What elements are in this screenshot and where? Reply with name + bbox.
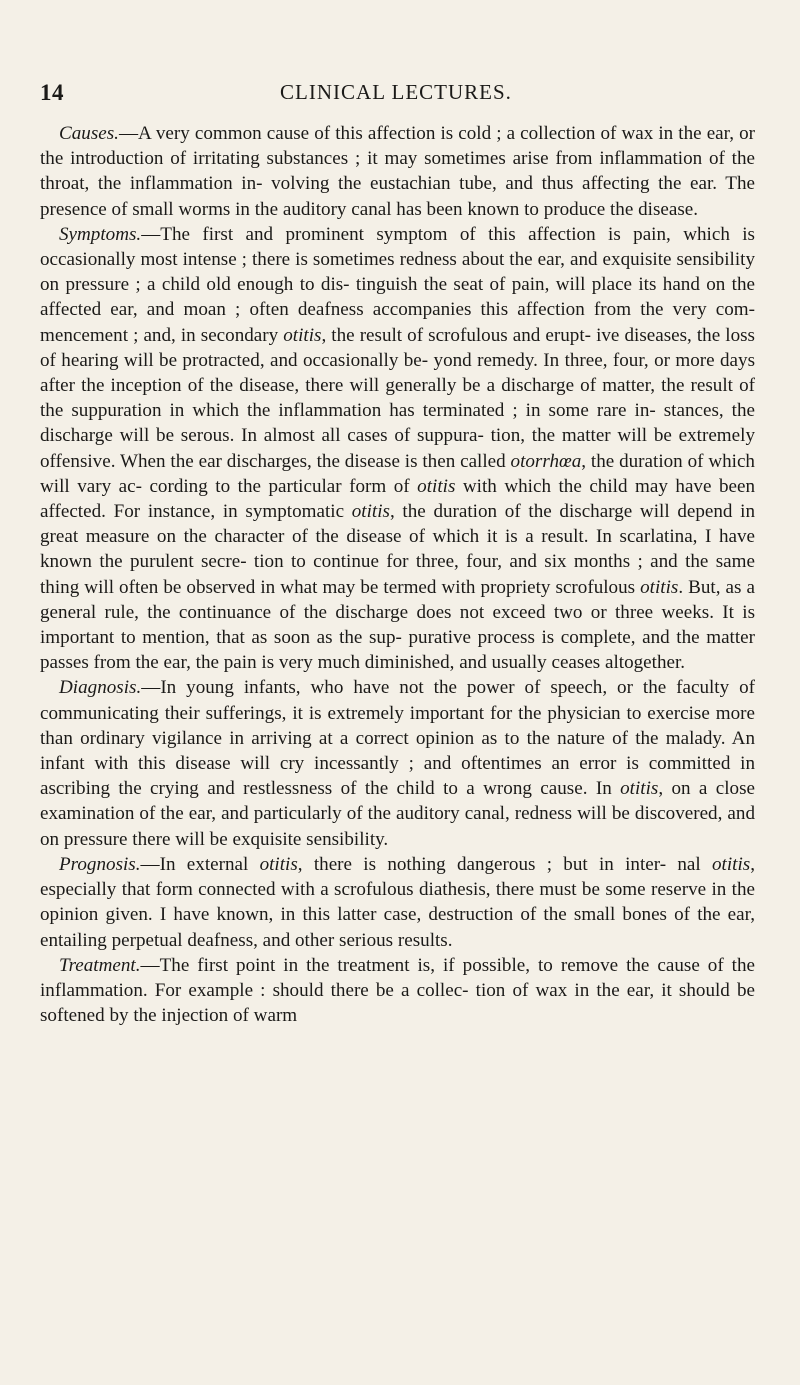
symptoms-text: , the duration of the discharge will depend in great measure on the character of the disease of which it is a result. In scarlatina, I have known the purulent secre- tion to continue for three, four, and six months ; and the same thing will often be observed in what may be termed with propriety scrofulous xyxy=(40,501,756,598)
running-head xyxy=(40,80,752,110)
body-text xyxy=(40,121,755,1028)
prognosis-text: , there is nothing dangerous ; but in inter- nal xyxy=(297,853,712,875)
term-otitis: otitis xyxy=(712,853,751,875)
section-heading-causes: Causes. xyxy=(59,123,119,144)
diagnosis-text: —In young infants, who have not the power of speech, or the faculty of communicating their sufferings, it is extremely important for the physician to exercise more than ordinary vigilance in arriving at a correct opinion as to the nature of the malady. An infant with this disease will cry incessantly ; and oftentimes an error is committed in ascribing the crying and restlessness of the child to a wrong cause. In xyxy=(40,677,755,800)
section-heading-treatment: Treatment. xyxy=(59,954,141,976)
paragraph-symptoms xyxy=(40,222,755,676)
term-otorrhoea: otorrhœa xyxy=(510,450,582,472)
paragraph-prognosis xyxy=(40,852,755,953)
page-number: 14 xyxy=(40,80,64,105)
term-otitis: otitis xyxy=(283,324,322,346)
causes-text: —A very common cause of this affection is cold ; a collection of wax in the ear, or the introduction of irritating substances ; it may sometimes arise from inflammation of the throat, the inflammation in- volving the eustachian tube, and thus affecting the ear. The presence of small worms in the auditory canal has been known to produce the disease. xyxy=(40,123,755,220)
section-heading-symptoms: Symptoms. xyxy=(59,223,142,245)
diagnosis-text: , on a close examination of the ear, and particularly of the auditory canal, redness will be discovered, and on pressure there will be exquisite sensibility. xyxy=(40,778,755,850)
symptoms-text: —The first and prominent symptom of this affection is pain, which is occasionally most intense ; there is sometimes redness about the ear, and exquisite sensibility on pressure ; a child old enough to dis- tinguish the seat of pain, will place its hand on the affected ear, and moan ; often deafness accompanies this affection from the very com- mencement ; and, in secondary xyxy=(40,223,755,346)
running-title: CLINICAL LECTURES. xyxy=(280,80,512,104)
term-otitis: otitis xyxy=(640,576,679,598)
symptoms-text: with which the child may have been affected. For instance, in symptomatic xyxy=(40,475,755,523)
term-otitis: otitis xyxy=(417,475,456,497)
symptoms-text: , the duration of which will vary ac- cording to the particular form of xyxy=(40,450,755,497)
paragraph-diagnosis xyxy=(40,675,755,851)
term-otitis: otitis xyxy=(620,778,659,800)
symptoms-text: , the result of scrofulous and erupt- ive diseases, the loss of hearing will be protracted, and occasionally be- yond remedy. In three, four, or more days after the inception of the disease, there will generally be a discharge of matter, the result of the suppuration in which the inflammation has terminated ; in some rare in- stances, the discharge will be serous. In almost all cases of suppura- tion, the matter will be extremely offensive. When the ear discharges, the disease is then called xyxy=(40,324,755,472)
prognosis-text: —In external xyxy=(140,853,260,875)
treatment-text: —The first point in the treatment is, if possible, to remove the cause of the inflammation. For example : should there be a collec- tion of wax in the ear, it should be softened by the injection of warm xyxy=(40,954,755,1027)
section-heading-diagnosis: Diagnosis. xyxy=(59,677,142,699)
symptoms-text: . But, as a general rule, the continuance of the discharge does not exceed two or three weeks. It is important to mention, that as soon as the sup- purative process is complete, and the matter passes from the ear, the pain is very much diminished, and usually ceases altogether. xyxy=(40,576,755,674)
prognosis-text: , especially that form connected with a scrofulous diathesis, there must be some reserve in the opinion given. I have known, in this latter case, destruction of the small bones of the ear, entailing perpetual deafness, and other serious results. xyxy=(40,853,755,951)
paragraph-causes xyxy=(40,121,755,222)
term-otitis: otitis xyxy=(259,853,298,875)
term-otitis: otitis xyxy=(351,501,390,523)
paragraph-treatment xyxy=(40,953,755,1029)
section-heading-prognosis: Prognosis. xyxy=(59,853,141,875)
